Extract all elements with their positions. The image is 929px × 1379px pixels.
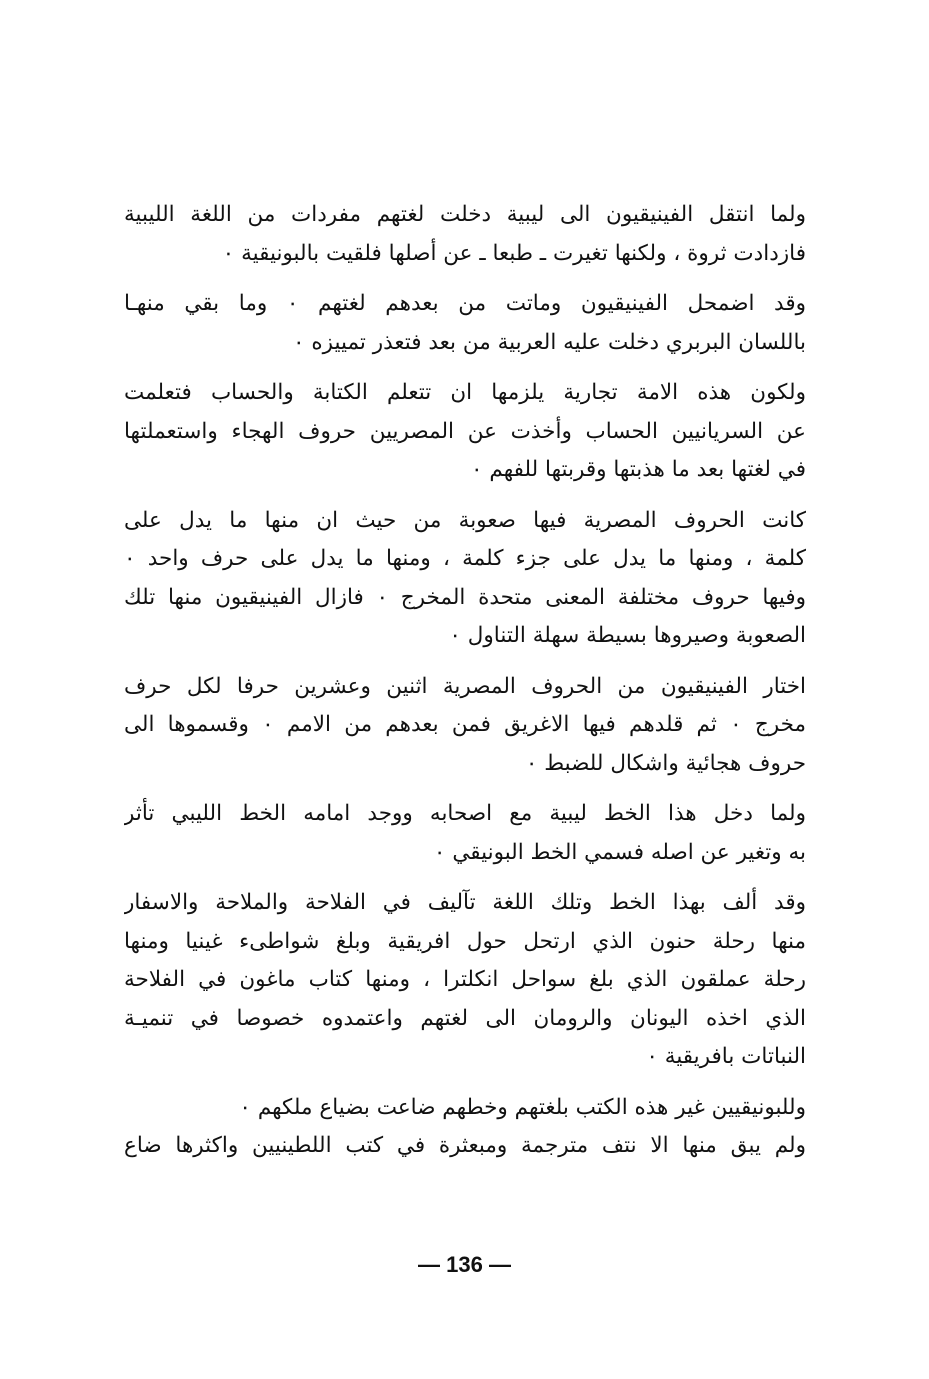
- paragraph: [124, 502, 806, 656]
- text-line: وقد اضمحل الفينيقيون وماتت من بعدهم لغتهم ٠ وما بقي منهـا: [124, 291, 806, 316]
- text-line: منها رحلة حنون الذي ارتحل حول افريقية وبلغ شواطىء غينيا ومنها: [124, 928, 806, 954]
- text-line: ولما انتقل الفينيقيون الى ليبية دخلت لغتهم مفردات من اللغة الليبية: [124, 202, 806, 227]
- paragraph: [124, 1089, 806, 1166]
- text-line: اختار الفينيقيون من الحروف المصرية اثنين وعشرين حرفا لكل حرف: [124, 673, 806, 699]
- text-line: ولما دخل هذا الخط ليبية مع اصحابه ووجد امامه الخط الليبي تأثر: [124, 801, 806, 826]
- text-line: كلمة ، ومنها ما يدل على جزء كلمة ، ومنها ما يدل على حرف واحد ٠: [124, 546, 806, 571]
- paragraph: [124, 884, 806, 1077]
- text-line: في لغتها بعد ما هذبتها وقربتها للفهم ٠: [471, 457, 806, 482]
- paragraph: [124, 795, 806, 872]
- text-line: ولكون هذه الامة تجارية يلزمها ان تتعلم الكتابة والحساب فتعلمت: [124, 380, 806, 405]
- text-line: حروف هجائية واشكال للضبط ٠: [525, 750, 806, 776]
- text-line: وقد ألف بهذا الخط وتلك اللغة تآليف في الفلاحة والملاحة والاسفار: [124, 890, 806, 915]
- paragraph: [124, 196, 806, 273]
- text-line: ولم يبق منها الا نتف مترجمة ومبعثرة في كتب اللطينيين واكثرها ضاع: [124, 1133, 806, 1158]
- paragraph: [124, 668, 806, 784]
- page-number: — 136 —: [418, 1252, 511, 1277]
- text-line: باللسان البربري دخلت عليه العربية من بعد فتعذر تمييزه ٠: [292, 329, 806, 355]
- text-line: وللبونيقيين غير هذه الكتب بلغتهم وخطهم ضاعت بضياع ملكهم ٠: [239, 1094, 806, 1120]
- text-line: عن السريانيين الحساب وأخذت عن المصريين حروف الهجاء واستعملتها: [124, 418, 806, 444]
- text-line: رحلة عملقون الذي بلغ سواحل انكلترا ، ومنها كتاب ماغون في الفلاحة: [124, 967, 806, 992]
- text-line: فازدادت ثروة ، ولكنها تغيرت ـ طبعا ـ عن أصلها فلقيت بالبونيقية ٠: [222, 240, 806, 266]
- paragraph: [124, 374, 806, 490]
- text-line: النباتات بافريقية ٠: [646, 1044, 806, 1069]
- page-body: [124, 196, 806, 1178]
- paragraph: [124, 285, 806, 362]
- text-line: الصعوبة وصيروها بسيطة سهلة التناول ٠: [449, 623, 806, 648]
- text-line: مخرج ٠ ثم قلدهم فيها الاغريق فمن بعدهم من الامم ٠ وقسموها الى: [124, 712, 806, 737]
- text-line: كانت الحروف المصرية فيها صعوبة من حيث ان منها ما يدل على: [124, 507, 806, 533]
- text-line: به وتغير عن اصله فسمي الخط البونيقي ٠: [433, 839, 806, 865]
- text-line: الذي اخذه اليونان والرومان الى لغتهم واعتمدوه خصوصا في تنميـة: [124, 1005, 806, 1031]
- text-line: وفيها حروف مختلفة المعنى متحدة المخرج ٠ فازال الفينيقيون منها تلك: [124, 584, 806, 610]
